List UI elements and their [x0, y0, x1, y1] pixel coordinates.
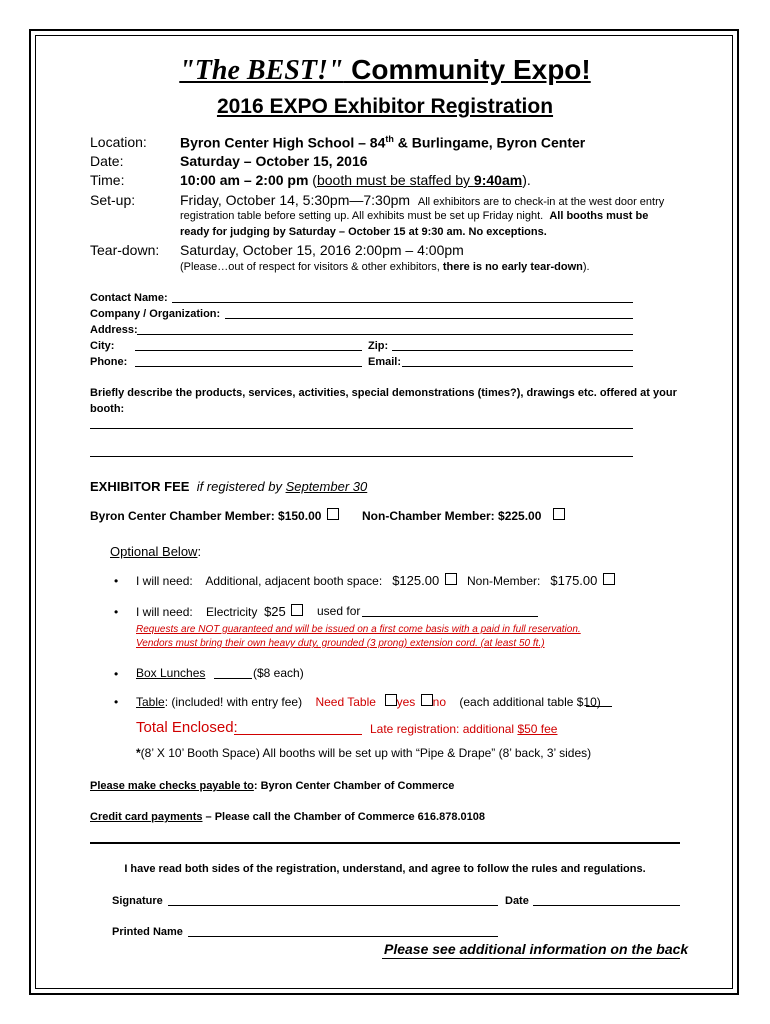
company-field[interactable] — [225, 318, 633, 319]
member-checkbox[interactable] — [327, 508, 339, 520]
elec-used-field[interactable] — [362, 616, 538, 617]
late-text: Late registration: additional — [370, 722, 518, 736]
table-label: Table — [136, 695, 165, 709]
fee-if: if registered by — [196, 479, 286, 494]
elec-need: I will need: — [136, 605, 193, 619]
checks-label: Please make checks payable to — [90, 780, 254, 792]
total-enclosed-field[interactable] — [234, 734, 362, 735]
back-note: Please see additional information on the back — [384, 941, 689, 957]
booth-space-note — [136, 746, 591, 760]
time-staffed: 9:40am — [473, 172, 523, 188]
table-extra-field[interactable] — [586, 706, 612, 707]
setup-note-1: All exhibitors are to check-in at the west door entry — [417, 196, 665, 208]
location-label: Location: — [90, 134, 147, 150]
elec-note-2: Vendors must bring their own heavy duty, grounded (3 prong) extension cord. (at least 50 ft.) — [136, 638, 545, 649]
nonmember-fee-row — [362, 508, 565, 523]
bullet-icon: • — [114, 695, 119, 709]
checks-row — [90, 780, 454, 792]
time-value — [180, 172, 531, 188]
elec-text: Electricity — [206, 605, 258, 619]
location-value — [180, 134, 585, 151]
nonmember-fee: Non-Chamber Member: $225.00 — [362, 509, 542, 523]
teardown-label: Tear-down: — [90, 242, 160, 258]
lunch-option — [136, 666, 205, 680]
bullet-icon: • — [114, 605, 119, 619]
member-fee-row — [90, 508, 339, 523]
booth-price: $125.00 — [392, 573, 440, 588]
location-text-a: Byron Center High School – 84 — [180, 134, 386, 151]
elec-used-label: used for — [317, 604, 361, 618]
email-field[interactable] — [402, 366, 633, 367]
table-included: : (included! with entry fee) — [164, 695, 303, 709]
table-option — [136, 694, 601, 709]
date-sign-label: Date — [505, 895, 529, 907]
late-registration — [370, 722, 557, 736]
bullet-icon: • — [114, 667, 119, 681]
setup-note-2a: registration table before setting up. All exhibits must be set up Friday night. — [180, 210, 544, 222]
zip-field[interactable] — [392, 350, 633, 351]
booth-nm-price: $175.00 — [550, 573, 598, 588]
booth-space-text: (8’ X 10’ Booth Space) All booths will be set up with “Pipe & Drape” (8’ back, 3’ sides) — [140, 746, 592, 760]
booth-checkbox[interactable] — [445, 573, 457, 585]
location-text-b: & Burlingame, Byron Center — [393, 134, 586, 151]
booth-nonmember — [467, 573, 615, 588]
need-table: Need Table — [315, 695, 376, 709]
time-note: booth must be staffed by — [316, 172, 474, 188]
elec-price: $25 — [264, 604, 286, 619]
title-emphasis: "The BEST!" — [179, 55, 344, 86]
describe-field-1[interactable] — [90, 428, 633, 429]
time-label: Time: — [90, 172, 125, 188]
back-note-underline — [382, 958, 680, 959]
printed-name-label: Printed Name — [112, 926, 183, 938]
signature-field[interactable] — [168, 905, 498, 906]
signature-label: Signature — [112, 895, 163, 907]
teardown-note-a: (Please…out of respect for visitors & other exhibitors, — [180, 261, 443, 273]
date-value: Saturday – October 15, 2016 — [180, 153, 368, 169]
asterisk: * — [136, 746, 141, 760]
address-field[interactable] — [137, 334, 633, 335]
booth-text: Additional, adjacent booth space: — [205, 574, 383, 588]
elec-checkbox[interactable] — [291, 604, 303, 616]
booth-nm-checkbox[interactable] — [603, 573, 615, 585]
teardown-note-c: ). — [582, 261, 590, 273]
phone-label: Phone: — [90, 356, 128, 368]
title-rest: Community Expo! — [343, 54, 591, 85]
teardown-note-b: there is no early tear-down — [442, 261, 583, 273]
late-amount: $50 fee — [517, 722, 558, 736]
city-field[interactable] — [135, 350, 362, 351]
electricity-option — [136, 604, 303, 619]
describe-field-2[interactable] — [90, 456, 633, 457]
time-paren-open: ( — [308, 172, 317, 188]
booth-nm-label: Non-Member: — [467, 574, 541, 588]
booth-need: I will need: — [136, 574, 193, 588]
cc-label: Credit card payments — [90, 811, 203, 823]
address-label: Address: — [90, 324, 138, 336]
elec-note-1: Requests are NOT guaranteed and will be issued on a first come basis with a paid in full reservation. — [136, 624, 581, 635]
describe-line-2: booth: — [90, 403, 125, 415]
time-paren-close: ). — [522, 172, 531, 188]
optional-heading — [110, 544, 201, 559]
zip-label: Zip: — [368, 340, 389, 352]
lunch-qty-field[interactable] — [214, 678, 252, 679]
contact-name-label: Contact Name: — [90, 292, 168, 304]
checks-value: : Byron Center Chamber of Commerce — [253, 780, 455, 792]
total-enclosed-label: Total Enclosed: — [136, 719, 238, 736]
setup-value — [180, 192, 664, 208]
city-label: City: — [90, 340, 115, 352]
lunch-price: ($8 each) — [253, 666, 304, 680]
optional-label: Optional Below — [110, 544, 198, 559]
setup-note-3: ready for judging by Saturday – October 15 at 9:30 am. No exceptions. — [180, 226, 547, 238]
member-fee: Byron Center Chamber Member: $150.00 — [90, 509, 322, 523]
document-subtitle: 2016 EXPO Exhibitor Registration — [216, 95, 554, 118]
lunch-label: Box Lunches — [136, 666, 206, 680]
optional-colon: : — [197, 544, 202, 559]
agreement-text: I have read both sides of the registration, understand, and agree to follow the rules and regulations. — [124, 863, 646, 875]
cc-value: – Please call the Chamber of Commerce 616.878.0108 — [202, 811, 485, 823]
phone-field[interactable] — [135, 366, 362, 367]
location-superscript: th — [385, 134, 394, 144]
email-label: Email: — [368, 356, 402, 368]
divider — [90, 842, 680, 844]
date-label: Date: — [90, 153, 124, 169]
booth-option — [136, 573, 457, 588]
setup-note-2 — [180, 210, 648, 222]
printed-name-field[interactable] — [188, 936, 498, 937]
bullet-icon: • — [114, 574, 119, 588]
setup-label: Set-up: — [90, 192, 136, 208]
describe-line-1: Briefly describe the products, services, activities, special demonstrations (times?), drawings etc. offered at your — [90, 387, 677, 399]
table-extra: (each additional table $10) — [459, 695, 601, 709]
teardown-note — [180, 261, 590, 273]
fee-heading-row — [90, 479, 367, 494]
table-yes: yes — [396, 695, 416, 709]
date-sign-field[interactable] — [533, 905, 680, 906]
table-no-checkbox[interactable] — [421, 694, 433, 706]
credit-card-row — [90, 811, 485, 823]
table-yes-checkbox[interactable] — [385, 694, 397, 706]
setup-time: Friday, October 14, 5:30pm—7:30pm — [180, 192, 411, 208]
teardown-value: Saturday, October 15, 2016 2:00pm – 4:00pm — [180, 242, 464, 258]
time-range: 10:00 am – 2:00 pm — [180, 172, 309, 188]
document-title — [0, 54, 770, 87]
nonmember-checkbox[interactable] — [553, 508, 565, 520]
contact-name-field[interactable] — [172, 302, 633, 303]
setup-note-2b: All booths must be — [549, 210, 649, 222]
table-no: no — [432, 695, 446, 709]
fee-heading: EXHIBITOR FEE — [90, 479, 190, 494]
fee-deadline: September 30 — [285, 479, 368, 494]
company-label: Company / Organization: — [90, 308, 221, 320]
